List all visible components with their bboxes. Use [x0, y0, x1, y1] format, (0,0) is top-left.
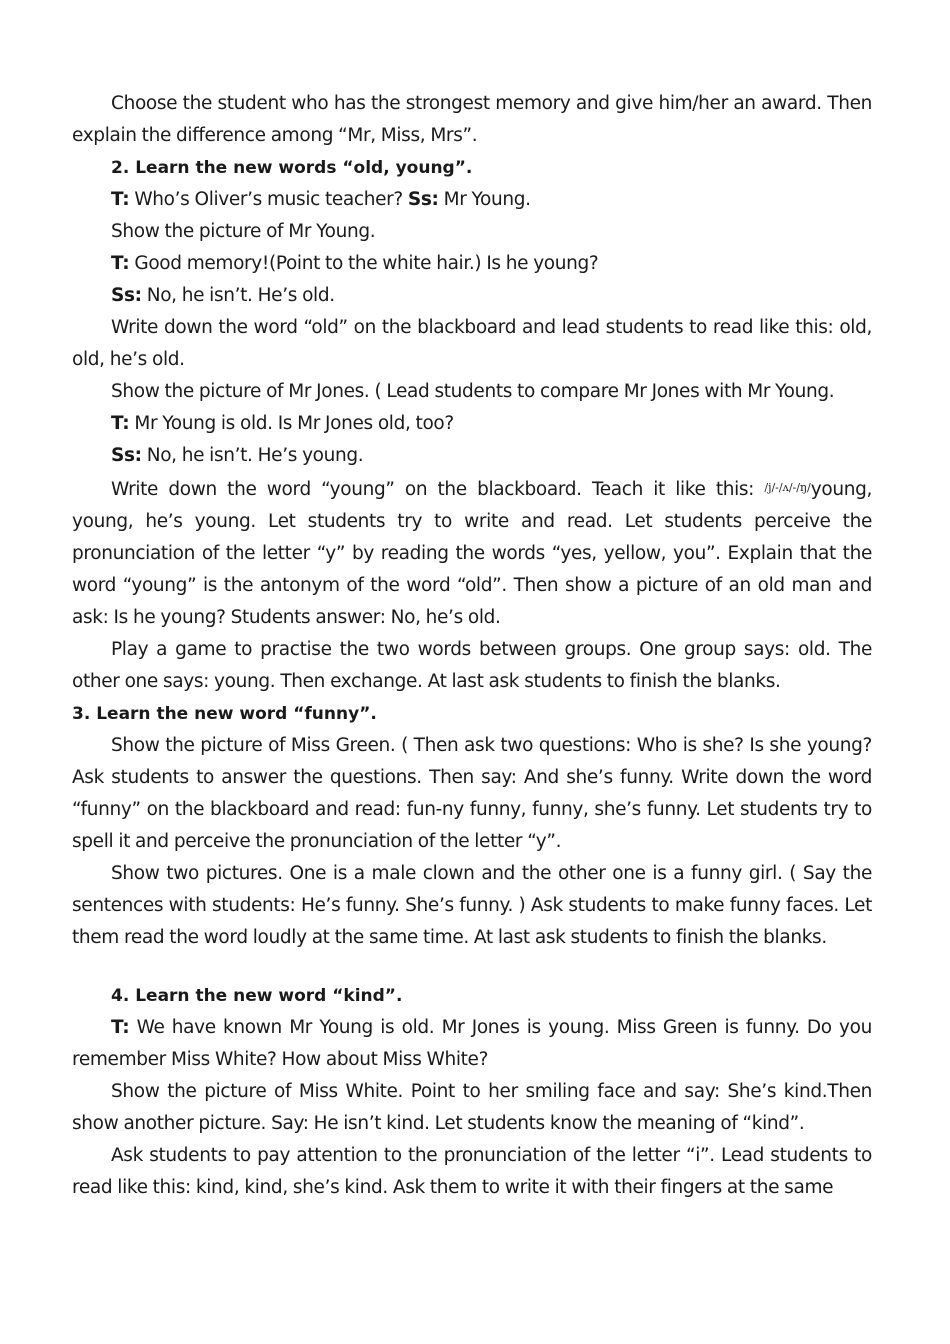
paragraph-text: Write down the word “young” on the blackboard. Teach it like this:: [111, 479, 765, 500]
dialogue-line-teacher-question: [72, 184, 872, 216]
dialogue-line-students: [72, 280, 872, 312]
paragraph-show-mr-jones: Show the picture of Mr Jones. ( Lead students to compare Mr Jones with Mr Young.: [111, 381, 835, 402]
phonetic-symbols: /j/-/ʌ/-/ŋ/: [764, 481, 811, 494]
speaker-label: T:: [111, 1017, 130, 1038]
paragraph-award: Choose the student who has the strongest memory and give him/her an award. Then explain the difference among “Mr, Miss, Mrs”.: [72, 93, 872, 146]
heading-kind: 4. Learn the new word “kind”.: [111, 986, 403, 1006]
speaker-label: Ss:: [111, 445, 142, 466]
heading-old-young: 2. Learn the new words “old, young”.: [111, 158, 473, 178]
speaker-label: Ss:: [407, 189, 439, 210]
paragraph-word-young: [72, 472, 872, 634]
paragraph-two-pictures: Show two pictures. One is a male clown and the other one is a funny girl. ( Say the sentences with students: He’s funny. She’s funny. ) Ask students to make funny faces. Let them read the word loudly at the same time. At last ask students to finish the blanks.: [72, 863, 872, 948]
dialogue-text: We have known Mr Young is old. Mr Jones is young. Miss Green is funny. Do you remember Miss White? How about Miss White?: [72, 1017, 872, 1070]
paragraph-word-old: Write down the word “old” on the blackboard and lead students to read like this: old, old, he’s old.: [72, 317, 872, 370]
dialogue-text: Who’s Oliver’s music teacher?: [129, 189, 408, 210]
paragraph-miss-white: Show the picture of Miss White. Point to her smiling face and say: She’s kind.Then show another picture. Say: He isn’t kind. Let students know the meaning of “kind”.: [72, 1081, 872, 1134]
dialogue-line-students: [72, 440, 872, 472]
speaker-label: T:: [111, 253, 130, 274]
dialogue-line-teacher: [72, 248, 872, 280]
dialogue-text: No, he isn’t. He’s young.: [141, 445, 364, 466]
paragraph-show-mr-young: Show the picture of Mr Young.: [111, 221, 376, 242]
dialogue-text: Mr Young.: [438, 189, 531, 210]
document-page: [72, 88, 872, 1204]
heading-funny: 3. Learn the new word “funny”.: [72, 704, 377, 724]
dialogue-text: Mr Young is old. Is Mr Jones old, too?: [129, 413, 454, 434]
paragraph-miss-green: Show the picture of Miss Green. ( Then ask two questions: Who is she? Is she young? Ask students to answer the questions. Then say: And she’s funny. Write down the word “funny” on the blackboard and read: fun-ny funny, funny, she’s funny. Let students try to spell it and perceive the pronunciation of the letter “y”.: [72, 735, 872, 852]
dialogue-line-teacher: [72, 408, 872, 440]
paragraph-gap: [72, 954, 872, 980]
paragraph-letter-i: Ask students to pay attention to the pronunciation of the letter “i”. Lead students to read like this: kind, kind, she’s kind. Ask them to write it with their fingers at the same: [72, 1145, 872, 1198]
paragraph-text: young, young, he’s young. Let students try to write and read. Let students perceive the pronunciation of the letter “y” by reading the words “yes, yellow, you”. Explain that the word “young” is the antonym of the word “old”. Then show a picture of an old man and ask: Is he young? Students answer: No, he’s old.: [72, 479, 872, 628]
dialogue-text: Good memory!(Point to the white hair.) Is he young?: [129, 253, 599, 274]
dialogue-line-teacher: [72, 1012, 872, 1076]
speaker-label: Ss:: [111, 285, 142, 306]
dialogue-text: No, he isn’t. He’s old.: [141, 285, 335, 306]
speaker-label: T:: [111, 413, 130, 434]
paragraph-game: Play a game to practise the two words between groups. One group says: old. The other one says: young. Then exchange. At last ask students to finish the blanks.: [72, 639, 872, 692]
speaker-label: T:: [111, 189, 130, 210]
